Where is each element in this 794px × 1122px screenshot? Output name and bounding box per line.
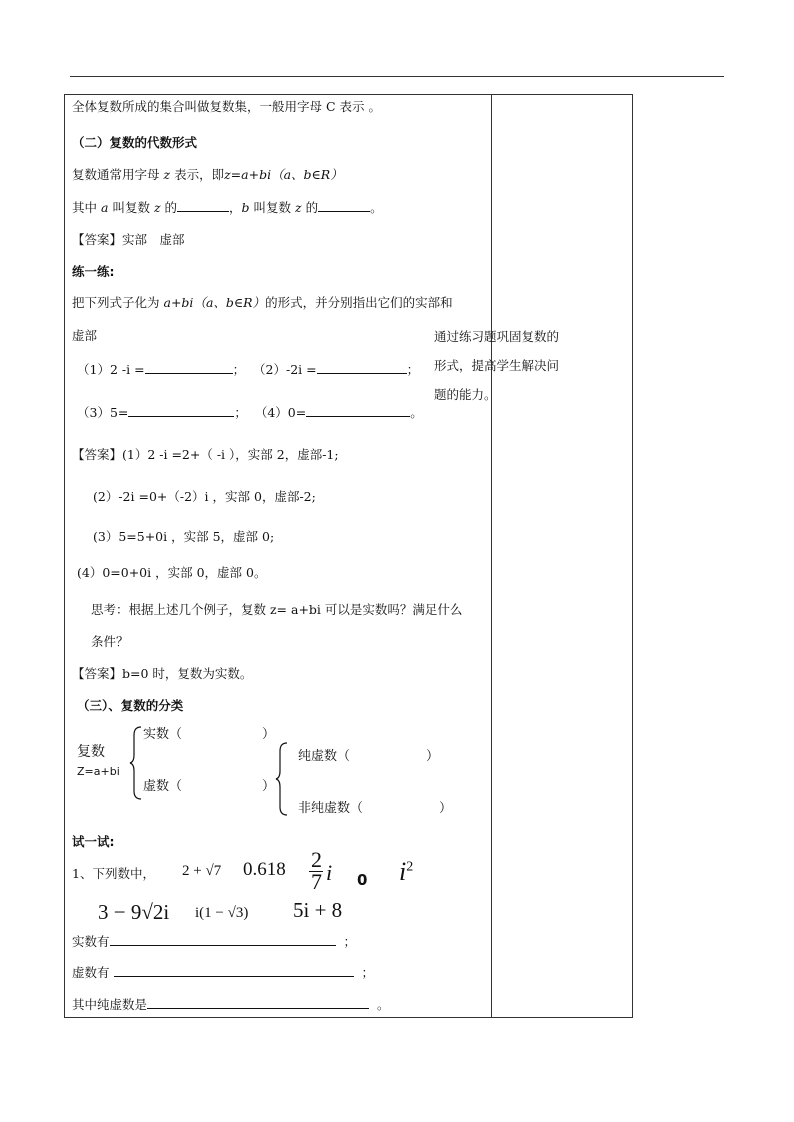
think-answer: 【答案】b=0 时，复数为实数。	[72, 666, 253, 681]
practice-title: 练一练:	[72, 264, 115, 279]
practice-answer-3: (3）5=5+0i ，实部 5，虚部 0;	[93, 529, 275, 544]
trial-q1: 1、下列数中，	[72, 866, 155, 881]
intro-text: 全体复数所成的集合叫做复数集，一般用字母 C 表示 。	[72, 99, 381, 114]
blank-imag-numbers[interactable]	[114, 964, 354, 977]
think-question-cont: 条件？	[91, 634, 129, 649]
lesson-table: 全体复数所成的集合叫做复数集，一般用字母 C 表示 。 （二）复数的代数形式 复数通常用字母 z 表示，即z=a+bi（a、b∈R） 其中 a 叫复数 z 的 ，b 叫复数 z 的 。 【答案】实部 虚部 练一练: 把下列式子化为 a+bi（a、b∈R）的形式，并分别指出它们的实部和 虚部 （1）2 -i = ； （2）-2i = ； （3）5= ； （4）0= 。 【答案】(1）2 -i =2+（ -i ），实部 2，虚部-1; (2）-2i =0+（-2）i ，实部 0，虚部-2; (3）5=5+0i ，实部 5，虚部 0; (4）0=0+0i ，实部 0，虚部 0。 思考：根据上述几个例子，复数 z= a+bi 可以是实数吗？满足什么 条件？ 【答案】b=0 时，复数为实数。 （三）、复数的分类 复数 Z=a+bi 实数（ ） 虚数（ ） 纯虚数（ ） 非纯虚数（ ） 试一试: 1、下列数中， 2 + √7 0.618 2 7 i 0 $i^2$ 3 − 9√2i i(1 − √3) 5i + 8 实数有 ； 虚数有 ； 其中纯虚数是 。	[64, 94, 633, 1018]
blank-p3[interactable]	[128, 404, 234, 417]
section2-title: （二）复数的代数形式	[72, 135, 198, 150]
column-divider	[491, 95, 492, 1017]
num-0618: 0.618	[243, 859, 286, 880]
header-rule	[70, 76, 724, 77]
think-question: 思考：根据上述几个例子，复数 z= a+bi 可以是实数吗？满足什么	[91, 602, 463, 617]
practice-question: 把下列式子化为 a+bi（a、b∈R）的形式，并分别指出它们的实部和	[72, 295, 453, 310]
practice-answer-2: (2）-2i =0+（-2）i ，实部 0，虚部-2;	[93, 489, 316, 504]
classification-root: 复数	[77, 744, 105, 760]
class-imag: 虚数（ ）	[143, 779, 276, 794]
class-real: 实数（ ）	[143, 727, 276, 742]
blank-real-part[interactable]	[177, 199, 229, 212]
answer-pure-line: 其中纯虚数是 。	[72, 997, 390, 1012]
answer-sec2: 【答案】实部 虚部	[72, 232, 185, 247]
practice-answer-1: 【答案】(1）2 -i =2+（ -i ），实部 2，虚部-1;	[72, 447, 339, 462]
answer-real-line: 实数有 ；	[72, 934, 356, 949]
num-zero: 0	[357, 871, 368, 889]
num-5i-plus-8: 5i + 8	[293, 898, 343, 922]
blank-p2[interactable]	[317, 361, 407, 374]
classification-root-form: Z=a+bi	[77, 765, 120, 778]
practice-items-1-2: （1）2 -i = ； （2）-2i = ；	[77, 362, 420, 377]
blank-real-numbers[interactable]	[110, 933, 336, 946]
design-intent-note: 通过练习题巩固复数的形式，提高学生解决问题的能力。	[434, 329, 560, 402]
blank-p1[interactable]	[145, 361, 233, 374]
blank-p4[interactable]	[306, 404, 410, 417]
section3-title: （三）、复数的分类	[77, 698, 184, 713]
blank-imag-part[interactable]	[318, 199, 370, 212]
class-pure-imag: 纯虚数（ ）	[298, 749, 440, 764]
practice-answer-4: (4）0=0+0i ，实部 0，虚部 0。	[77, 565, 267, 580]
answer-imag-line: 虚数有 ；	[72, 965, 374, 980]
part-names-line: 其中 a 叫复数 z 的 ，b 叫复数 z 的 。	[72, 200, 383, 215]
practice-question-cont: 虚部	[72, 328, 98, 343]
num-2-plus-sqrt7: 2 + √7	[182, 863, 222, 879]
right-brace-icon	[275, 741, 289, 817]
num-3-minus-9sqrt2-i: 3 − 9√2i	[98, 900, 170, 924]
class-nonpure-imag: 非纯虚数（ ）	[298, 801, 453, 816]
num-i-1-minus-sqrt3: i(1 − √3)	[195, 905, 249, 921]
left-brace-icon	[129, 725, 143, 801]
blank-pure-imag-numbers[interactable]	[147, 996, 369, 1009]
num-i-squared: $i^2$	[399, 857, 414, 886]
practice-items-3-4: （3）5= ； （4）0= 。	[77, 405, 423, 420]
algebraic-form-line: 复数通常用字母 z 表示，即z=a+bi（a、b∈R）	[72, 167, 343, 182]
trial-title: 试一试:	[72, 834, 115, 849]
